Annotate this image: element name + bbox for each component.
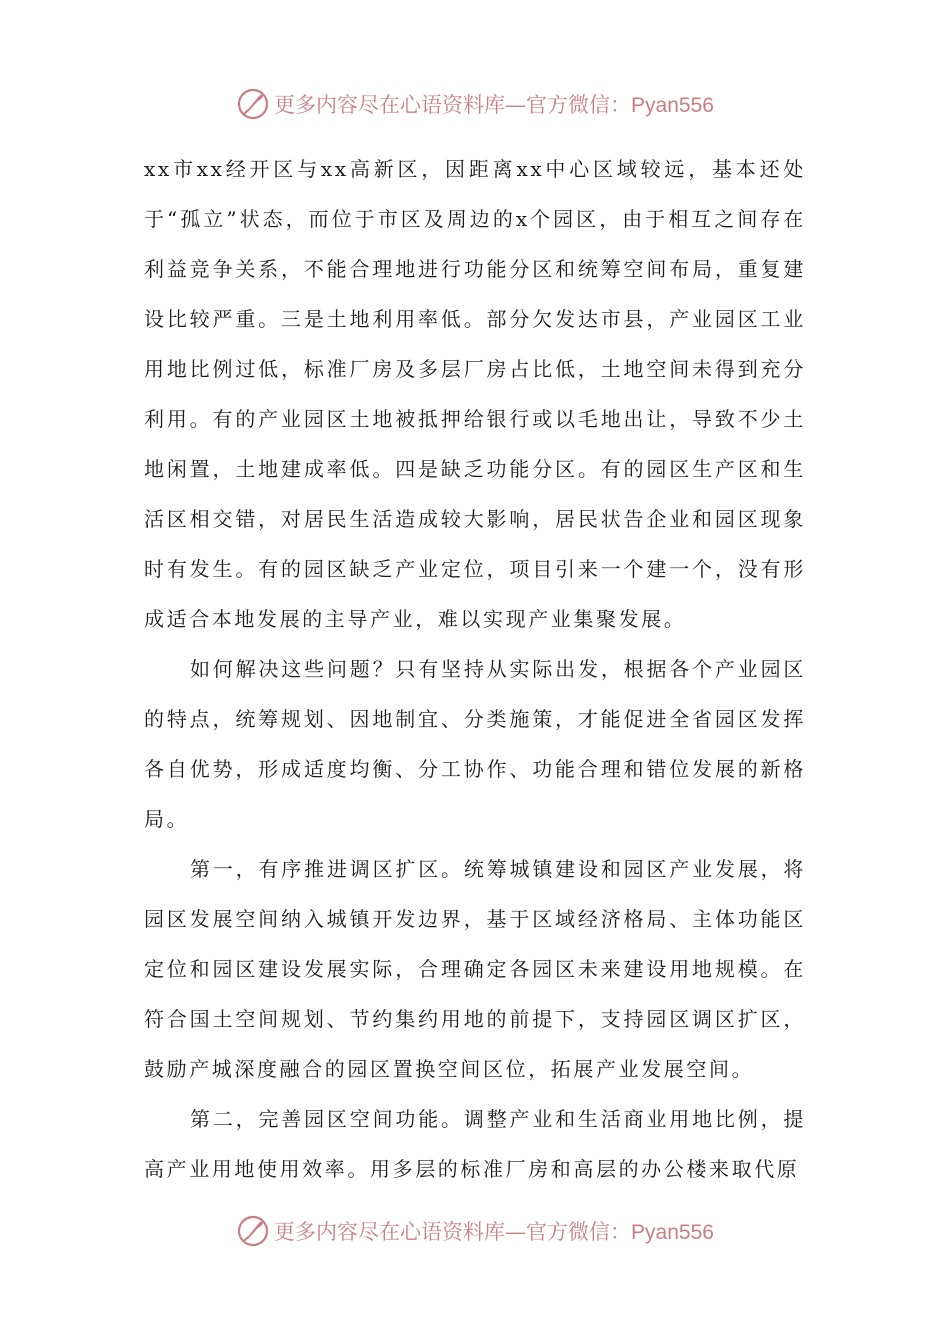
watermark-banner-bottom [0, 1211, 950, 1251]
watermark-text: 更多内容尽在心语资料库—官方微信：Pyan556 [274, 93, 714, 117]
paragraph-4: 第二，完善园区空间功能。调整产业和生活商业用地比例，提高产业用地使用效率。用多层的标准厂房和高层的办公楼来取代原 [144, 1107, 806, 1181]
wechat-id: Pyan556 [631, 1221, 714, 1244]
quill-pen-icon [236, 87, 270, 121]
paragraph-3: 第一，有序推进调区扩区。统筹城镇建设和园区产业发展，将园区发展空间纳入城镇开发边界，基于区域经济格局、主体功能区定位和园区建设发展实际，合理确定各园区未来建设用地规模。在符合国土空间规划、节约集约用地的前提下，支持园区调区扩区，鼓励产城深度融合的园区置换空间区位，拓展产业发展空间。 [144, 857, 806, 1081]
paragraph-2: 如何解决这些问题？只有坚持从实际出发，根据各个产业园区的特点，统筹规划、因地制宜、分类施策，才能促进全省园区发挥各自优势，形成适度均衡、分工协作、功能合理和错位发展的新格局。 [144, 657, 806, 831]
watermark-banner-top [0, 84, 950, 124]
wechat-id: Pyan556 [631, 94, 714, 117]
watermark-text: 更多内容尽在心语资料库—官方微信：Pyan556 [274, 1220, 714, 1244]
quill-pen-icon [236, 1214, 270, 1248]
document-body [144, 144, 806, 1194]
paragraph-1: xx市xx经开区与xx高新区，因距离xx中心区域较远，基本还处于“孤立”状态，而位于市区及周边的x个园区，由于相互之间存在利益竞争关系，不能合理地进行功能分区和统筹空间布局，重复建设比较严重。三是土地利用率低。部分欠发达市县，产业园区工业用地比例过低，标准厂房及多层厂房占比低，土地空间未得到充分利用。有的产业园区土地被抵押给银行或以毛地出让，导致不少土地闲置，土地建成率低。四是缺乏功能分区。有的园区生产区和生活区相交错，对居民生活造成较大影响，居民状告企业和园区现象时有发生。有的园区缺乏产业定位，项目引来一个建一个，没有形成适合本地发展的主导产业，难以实现产业集聚发展。 [144, 157, 806, 631]
